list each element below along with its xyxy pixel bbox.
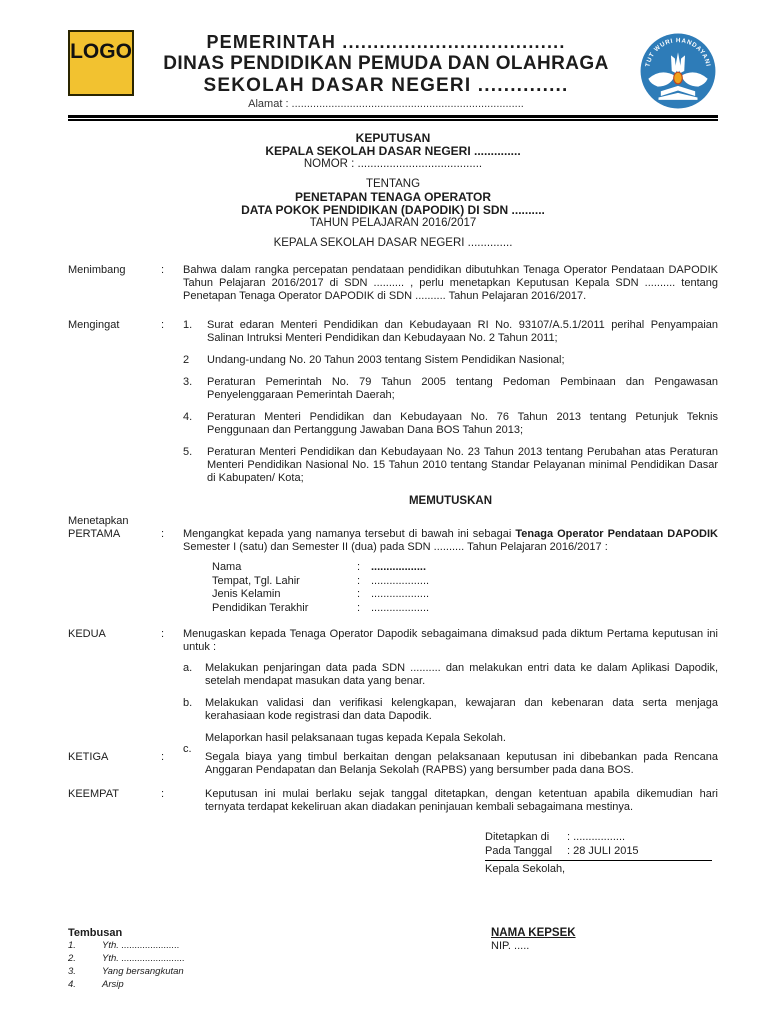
field-colon: : xyxy=(357,574,361,587)
date-value: : 28 JULI 2015 xyxy=(567,844,639,857)
school-year-line: TAHUN PELAJARAN 2016/2017 xyxy=(309,217,477,229)
clause-mengingat xyxy=(68,319,718,485)
item-text: Melakukan validasi dan verifikasi kelengkapan, kewajaran dan kebenaran data serta menjaga kerahasiaan kode registrasi dan data Dapodik. xyxy=(205,697,718,722)
memutuskan-heading: MEMUTUSKAN xyxy=(408,495,493,507)
letterhead-text xyxy=(134,30,638,110)
clause-menetapkan xyxy=(68,515,718,528)
field-label: Tempat, Tgl. Lahir xyxy=(212,574,300,587)
signer-name: NAMA KEPSEK xyxy=(491,926,576,939)
duty-item xyxy=(183,697,718,723)
signer-role: Kepala Sekolah, xyxy=(485,863,566,875)
item-text: Melakukan penjaringan data pada SDN .......... dan melakukan entri data ke dalam Aplikasi Dapodik, setelah mendapat masukan data yang benar. xyxy=(205,662,718,687)
tentang-line: TENTANG xyxy=(365,178,421,190)
decree-title-block xyxy=(68,132,718,250)
legal-basis-item xyxy=(183,376,718,402)
tembusan-item xyxy=(68,979,185,991)
field-value: .................. xyxy=(371,561,427,573)
tembusan-item xyxy=(68,940,185,952)
clause-colon: : xyxy=(161,751,165,763)
item-number: 1. xyxy=(183,319,193,331)
item-text: Peraturan Pemerintah No. 79 Tahun 2005 tentang Pedoman Pembinaan dan Pengawasan Penyelenggaraan Pemerintah Daerah; xyxy=(207,376,718,401)
letterhead-divider xyxy=(68,115,718,121)
signer-name-block xyxy=(491,927,718,953)
item-text: Undang-undang No. 20 Tahun 2003 tentang Sistem Pendidikan Nasional; xyxy=(207,354,565,366)
letterhead xyxy=(68,30,718,110)
item-text: Yang bersangkutan xyxy=(102,965,184,977)
clause-text: Bahwa dalam rangka percepatan pendataan pendidikan dibutuhkan Tenaga Operator Pendataan DAPODIK Tahun Pelajaran 2016/2017 di SDN .......... , perlu menetapkan Keputusan Kepala SDN .......... tentang Penetapan Tenaga Operator DAPODIK di SDN .......... Tahun Pelajaran 2016/2017. xyxy=(183,264,718,302)
clause-label: PERTAMA xyxy=(68,528,121,540)
duty-item xyxy=(183,662,718,688)
field-value: ................... xyxy=(371,601,430,614)
clause-text: Segala biaya yang timbul berkaitan dengan pelaksanaan keputusan ini dibebankan pada Rencana Anggaran Pendapatan dan Belanja Sekolah (RAPBS) yang bersumber pada dana BOS. xyxy=(205,751,718,776)
clause-text xyxy=(183,628,718,755)
field-colon: : xyxy=(357,561,361,573)
clause-label: Menetapkan xyxy=(68,515,129,527)
item-text: Yth. ........................ xyxy=(102,952,185,964)
number-line: NOMOR : ....................................... xyxy=(303,158,483,170)
item-number: 4. xyxy=(68,978,76,990)
legal-basis-item xyxy=(183,319,718,345)
clause-label: Mengingat xyxy=(68,319,120,331)
clause-text: Keputusan ini mulai berlaku sejak tanggal ditetapkan, dengan ketentuan apabila dikemudian hari ternyata terdapat kekeliruan akan diadakan peninjauan kembali sebagaimana mestinya. xyxy=(205,788,718,813)
item-number: 2. xyxy=(68,952,76,964)
set-at-label: Ditetapkan di xyxy=(485,831,550,843)
clause-text xyxy=(183,528,718,615)
field-value: ................... xyxy=(371,574,430,587)
legal-basis-list xyxy=(183,319,718,485)
address-line: Alamat : ............................................................................ xyxy=(248,98,524,110)
emblem-motto-text: TUT WURI HANDAYANI xyxy=(644,37,712,68)
field-label: Jenis Kelamin xyxy=(212,588,281,600)
government-line: PEMERINTAH .................................... xyxy=(206,32,566,52)
item-letter: b. xyxy=(183,697,193,709)
clause-colon: : xyxy=(161,528,165,540)
school-logo-placeholder xyxy=(68,30,134,96)
clause-menimbang xyxy=(68,264,718,303)
subject-line-1: PENETAPAN TENAGA OPERATOR xyxy=(294,190,491,204)
item-text: Melaporkan hasil pelaksanaan tugas kepada Kepala Sekolah. xyxy=(205,732,506,744)
item-number: 4. xyxy=(183,411,193,423)
tembusan-block xyxy=(68,927,185,991)
bottom-row xyxy=(68,927,718,991)
field-row-nama xyxy=(212,561,718,575)
tembusan-item xyxy=(68,953,185,965)
set-at-row xyxy=(485,831,712,845)
item-text: Yth. ...................... xyxy=(102,939,180,951)
item-text: Surat edaran Menteri Pendidikan dan Kebudayaan RI No. 93107/A.5.1/2011 perihal Penyampaian Salinan Intruksi Menteri Pendidikan dan Kebudayaan No. 2 Tahun 2011; xyxy=(207,319,718,344)
clause-keempat xyxy=(68,788,718,814)
item-number: 3. xyxy=(183,376,193,388)
item-number: 3. xyxy=(68,965,76,977)
item-letter: c. xyxy=(183,743,192,755)
item-number: 1. xyxy=(68,939,76,951)
pertama-text-bold: Tenaga Operator Pendataan DAPODIK xyxy=(515,528,718,540)
clause-ketiga xyxy=(68,751,718,777)
field-row-jenis-kelamin xyxy=(212,588,718,602)
field-colon: : xyxy=(357,588,361,600)
clause-label: KEDUA xyxy=(68,628,106,640)
item-number: 2 xyxy=(183,354,190,366)
tut-wuri-handayani-emblem-icon xyxy=(638,32,718,110)
item-text: Peraturan Menteri Pendidikan dan Kebudayaan No. 23 Tahun 2013 tentang Perubahan atas Peraturan Menteri Pendidikan Nasional No. 15 Tahun 2010 tentang Standar Pelayanan minimal Pendidikan Dasar di Kabupaten/ Kota; xyxy=(207,446,718,484)
legal-basis-item xyxy=(183,354,718,367)
decree-word: KEPUTUSAN xyxy=(355,131,431,145)
field-colon: : xyxy=(357,601,361,614)
item-text: Peraturan Menteri Pendidikan dan Kebudayaan No. 76 Tahun 2013 tentang Petunjuk Teknis Penggunaan dan Pertanggung Jawaban Dana BOS Tahun 2013; xyxy=(207,411,718,436)
clause-kedua xyxy=(68,628,718,755)
kedua-intro: Menugaskan kepada Tenaga Operator Dapodik sebagaimana dimaksud pada diktum Pertama keputusan ini untuk : xyxy=(183,628,718,653)
clause-label: KEEMPAT xyxy=(68,788,119,800)
subject-line-2: DATA POKOK PENDIDIKAN (DAPODIK) DI SDN .......... xyxy=(241,203,545,217)
clause-pertama xyxy=(68,528,718,615)
place-date-block xyxy=(485,831,712,861)
clause-colon: : xyxy=(161,319,165,331)
operator-identity-fields xyxy=(212,561,718,615)
legal-basis-item xyxy=(183,411,718,437)
duty-list xyxy=(183,662,718,755)
department-line: DINAS PENDIDIKAN PEMUDA DAN OLAHRAGA xyxy=(163,53,609,74)
clause-colon: : xyxy=(161,788,165,800)
clause-colon: : xyxy=(161,264,165,276)
date-row xyxy=(485,845,712,859)
logo-placeholder-text: LOGO xyxy=(70,40,132,63)
field-row-pendidikan-terakhir xyxy=(212,602,718,616)
issuer-line: KEPALA SEKOLAH DASAR NEGERI .............. xyxy=(265,144,521,158)
pertama-text-post: Semester I (satu) dan Semester II (dua) pada SDN .......... Tahun Pelajaran 2016/2017 : xyxy=(183,541,608,553)
item-number: 5. xyxy=(183,446,193,458)
set-at-value: : ................. xyxy=(567,831,626,843)
item-letter: a. xyxy=(183,662,193,674)
date-label: Pada Tanggal xyxy=(485,844,553,857)
tembusan-item xyxy=(68,966,185,978)
pertama-text-pre: Mengangkat kepada yang namanya tersebut di bawah ini sebagai xyxy=(183,528,516,540)
legal-basis-item xyxy=(183,446,718,485)
signer-nip: NIP. ..... xyxy=(491,939,530,952)
field-label: Pendidikan Terakhir xyxy=(212,601,309,614)
field-label: Nama xyxy=(212,561,242,573)
duty-item xyxy=(183,732,718,755)
item-text: Arsip xyxy=(102,978,124,990)
issuing-official-line: KEPALA SEKOLAH DASAR NEGERI .............. xyxy=(273,237,513,249)
school-line: SEKOLAH DASAR NEGERI .............. xyxy=(203,75,569,96)
clause-label: KETIGA xyxy=(68,751,109,763)
field-row-tempat-tgl-lahir xyxy=(212,575,718,589)
field-value: ................... xyxy=(371,588,430,600)
tembusan-heading: Tembusan xyxy=(68,926,123,939)
clause-label: Menimbang xyxy=(68,264,126,276)
signature-block xyxy=(485,831,712,877)
clause-colon: : xyxy=(161,628,165,640)
